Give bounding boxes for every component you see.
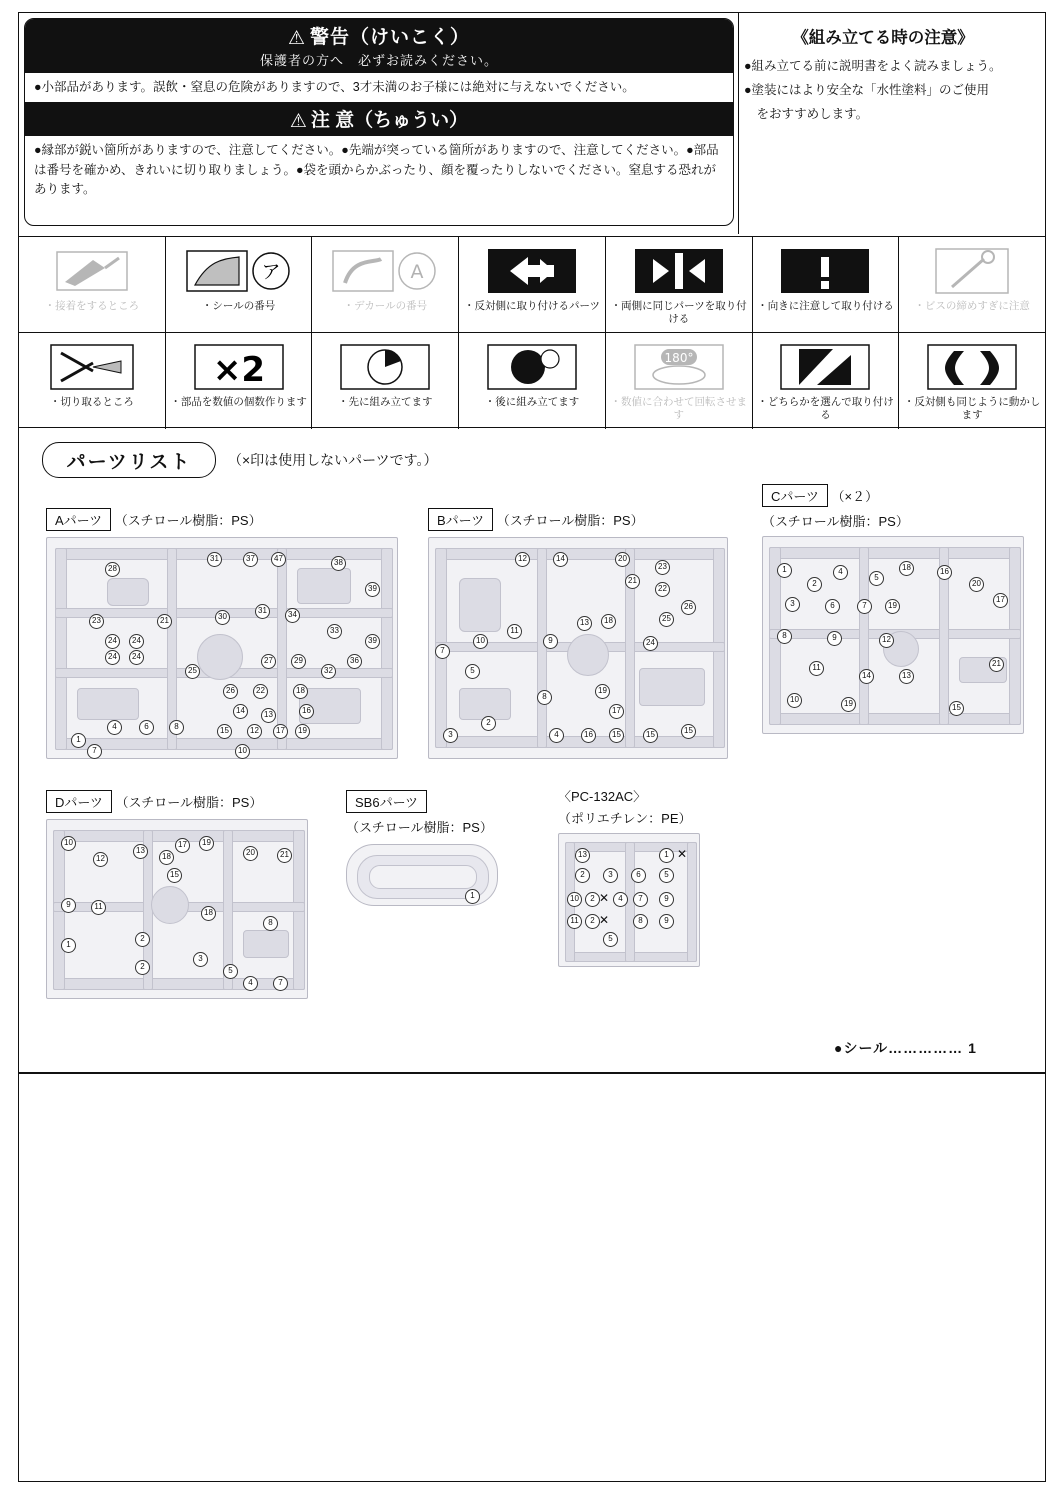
mirror-move-icon: [924, 338, 1020, 396]
legend-caption-choose-either: ・どちらかを選んで取り付ける: [757, 396, 894, 422]
runner-sb6-material: （スチロール樹脂：PS）: [346, 820, 493, 835]
times-two-icon: [191, 338, 287, 396]
svg-text:A: A: [410, 261, 424, 283]
warning-banner: [25, 19, 733, 73]
runner-c-extra: （×２）: [831, 489, 879, 504]
runner-a-material: （スチロール樹脂：PS）: [114, 513, 262, 528]
parts-list-divider: [19, 1072, 1045, 1074]
legend-caption-times-two: ・部品を数値の個数作ります: [170, 396, 307, 408]
both-sides-same-part-icon: [631, 242, 727, 300]
svg-text:×2: ×2: [212, 350, 265, 390]
choose-either-icon: [777, 338, 873, 396]
runner-pc-tag: 〈PC-132AC〉: [558, 789, 647, 804]
legend-cell-choose-either: [753, 333, 900, 429]
legend-cell-times-two: [166, 333, 313, 429]
assembly-note-line-1: ●組み立てる前に説明書をよく読みましょう。: [744, 59, 1002, 73]
caution-body: ●縁部が鋭い箇所がありますので、注意してください。●先端が突っている箇所がありますので、注意してください。●部品は番号を確かめ、きれいに切り取りましょう。●袋を頭からかぶったり、顔を覆ったりしないでください。窒息する恐れがあります。: [34, 143, 719, 197]
runner-d-label: [46, 790, 308, 813]
runner-a-tag: Aパーツ: [46, 508, 111, 531]
rotate-180-icon: [631, 338, 727, 396]
runner-a: [46, 508, 398, 759]
assemble-after-icon: [484, 338, 580, 396]
caution-banner: [25, 102, 733, 136]
legend-caption-assemble-first: ・先に組み立てます: [338, 396, 433, 408]
warning-subtitle: 保護者の方へ 必ずお読みください。: [259, 53, 498, 68]
assembly-note-title: 《組み立てる時の注意》: [792, 29, 974, 47]
legend-cell-decal-number: [312, 237, 459, 332]
legend-cell-cut: [19, 333, 166, 429]
assembly-note-line-2: ●塗装にはより安全な「水性塗料」のご使用: [744, 83, 990, 97]
legend-cell-opposite-part: [459, 237, 606, 332]
legend-caption-assemble-after: ・後に組み立てます: [484, 396, 580, 408]
runner-d: [46, 790, 308, 999]
runner-c-sprue: 1 2 4 5 18 16 20 17 3 6 7 19 8 9 12 11 14 13 21 10 19 15: [762, 536, 1024, 734]
parts-list-title: パーツリスト: [42, 442, 216, 478]
assemble-first-icon: [337, 338, 433, 396]
caution-title: 注 意（ちゅうい）: [310, 110, 469, 132]
legend-caption-decal-number: ・デカールの番号: [343, 300, 428, 312]
runner-d-sprue: 10 12 13 18 17 19 20 21 15 9 11 18 8 1 2 2 3 5 4 7: [46, 819, 308, 999]
legend-cell-glue: [19, 237, 166, 332]
runner-c-material: （スチロール樹脂：PS）: [762, 514, 909, 529]
runner-b: [428, 508, 728, 759]
opposite-side-part-icon: [484, 242, 580, 300]
legend-cell-both-sides: [606, 237, 753, 332]
runner-c-label: [762, 484, 1024, 507]
legend-caption-glue: ・接着をするところ: [44, 300, 140, 312]
runner-b-label: [428, 508, 728, 531]
legend-cell-seal-number: [166, 237, 313, 332]
parts-list-subtitle: （×印は使用しないパーツです。）: [228, 452, 438, 468]
legend-cell-screw: [899, 237, 1045, 332]
warning-triangle-icon: ⚠: [287, 28, 307, 49]
runner-sb6-sprue: 1: [346, 844, 498, 906]
runner-b-material: （スチロール樹脂：PS）: [496, 513, 644, 528]
legend-row-1: [19, 237, 1045, 333]
runner-pc-sprue: 13 2 3 6 5 1 10 2 4 7 9 11 2 8 9 5 ✕ ✕ ✕: [558, 833, 700, 967]
header-divider: [738, 12, 739, 234]
svg-text:180°: 180°: [664, 351, 694, 365]
legend-caption-cut: ・切り取るところ: [49, 396, 134, 408]
legend-caption-both-sides: ・両側に同じパーツを取り付ける: [610, 300, 747, 326]
assembly-note: [744, 18, 1022, 226]
legend-cell-assemble-first: [312, 333, 459, 429]
runner-d-material: （スチロール樹脂：PS）: [115, 795, 263, 810]
runner-c: [762, 484, 1024, 734]
legend-cell-mirror-move: [899, 333, 1045, 429]
runner-sb6-tag: SB6パーツ: [346, 790, 427, 813]
seal-count-line: ●シール…………… 1: [834, 1040, 977, 1056]
brush-glue-icon: [53, 242, 131, 300]
runner-a-sprue: 1 4 6 8 7 10 15 12 17 19 13 14 16 18 22 26 32 29 27 25 24 24 24 24 23 21 30 31 34 33 36 39 28 31 37 47 38 39: [46, 537, 398, 759]
caution-triangle-icon: ⚠: [289, 111, 307, 133]
nipper-cut-icon: [47, 338, 137, 396]
legend-row-2: [19, 333, 1045, 429]
warning-box: [24, 18, 734, 226]
screw-overtighten-icon: [932, 242, 1012, 300]
legend-caption-rotate: ・数値に合わせて回転させます: [610, 396, 747, 422]
runner-pc-material: （ポリエチレン：PE）: [558, 811, 692, 826]
warning-title: 警告（けいこく）: [310, 27, 471, 48]
runner-a-label: [46, 508, 398, 531]
warning-body: ●小部品があります。誤飲・窒息の危険がありますので、3才未満のお子様には絶対に与えないでください。: [34, 80, 635, 94]
runner-pc132ac: [558, 786, 700, 967]
legend-caption-direction: ・向きに注意して取り付ける: [757, 300, 894, 312]
runner-d-tag: Dパーツ: [46, 790, 112, 813]
legend-caption-screw: ・ビスの締めすぎに注意: [914, 300, 1030, 312]
runner-sb6-label: [346, 790, 498, 813]
decal-number-icon: [331, 242, 439, 300]
runner-c-tag: Cパーツ: [762, 484, 828, 507]
runner-b-tag: Bパーツ: [428, 508, 493, 531]
legend-cell-assemble-after: [459, 333, 606, 429]
legend-cell-rotate: [606, 333, 753, 429]
runner-sb6: [346, 790, 498, 906]
svg-text:ア: ア: [261, 261, 281, 283]
seal-number-icon: [185, 242, 293, 300]
legend-cell-direction: [753, 237, 900, 332]
runner-b-sprue: 3 2 4 16 15 15 15 17 19 8 5 7 10 11 9 13 18 24 25 26 22 23 21 20 12 14: [428, 537, 728, 759]
legend-caption-opposite-part: ・反対側に取り付けるパーツ: [463, 300, 601, 312]
legend-caption-mirror-move: ・反対側も同じように動かします: [903, 396, 1041, 422]
legend-caption-seal-number: ・シールの番号: [201, 300, 276, 312]
symbol-legend: [19, 236, 1045, 428]
assembly-note-line-3: をおすすめします。: [744, 107, 869, 121]
exclamation-direction-icon: [777, 242, 873, 300]
